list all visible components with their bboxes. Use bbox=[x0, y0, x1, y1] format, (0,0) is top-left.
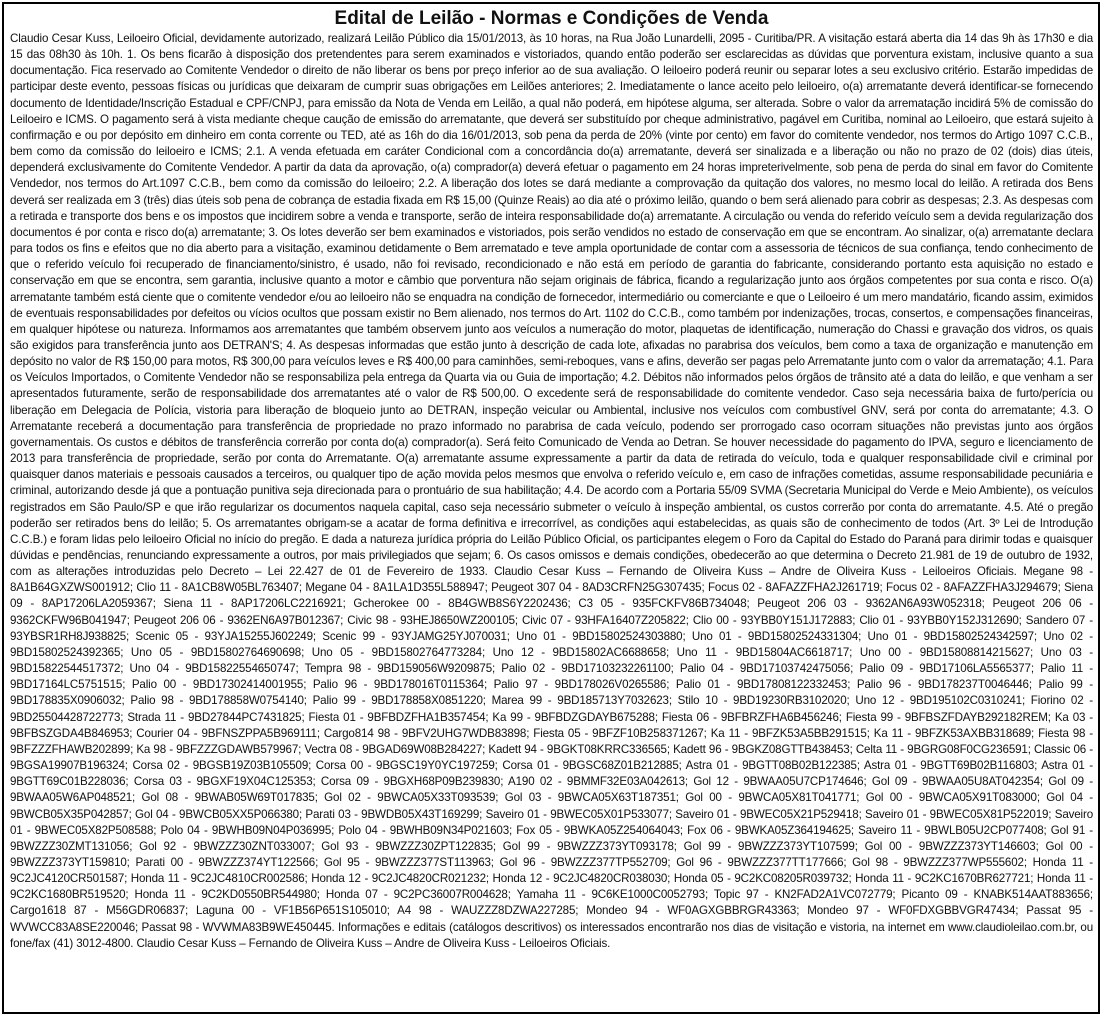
auction-notice bbox=[2, 2, 1100, 1014]
notice-title: Edital de Leilão - Normas e Condições de Venda bbox=[334, 8, 769, 29]
notice-body: Claudio Cesar Kuss, Leiloeiro Oficial, devidamente autorizado, realizará Leilão Público dia 15/01/2013, às 10 horas, na Rua João Lunardelli, 2095 - Curitiba/PR. A visitação estará aberta dia 14 das 9h às 17h30 e dia 15 das 08h30 às 10h. 1. Os bens ficarão à disposição dos pretendentes para serem examinados e vistoriados, quando então poderão ser esclarecidas as dúvidas que porventura existam, inclusive quanto a sua documentação. Fica reservado ao Comitente Vendedor o direito de não liberar os bens por preço inferior ao de sua avaliação. O leiloeiro poderá reunir ou separar lotes a seu exclusivo critério. Estarão impedidas de participar deste evento, pessoas físicas ou jurídicas que deixaram de cumprir suas obrigações em Leilões anteriores; 2. Imediatamente o lance aceito pelo leiloeiro, o(a) arrematante deverá identificar-se fornecendo documento de Identidade/Inscrição Estadual e CPF/CNPJ, para emissão da Nota de Venda em Leilão, a qual não poderá, em hipótese alguma, ser alterada. Sobre o valor da arrematação incidirá 5% de comissão do Leiloeiro e ICMS. O pagamento será à vista mediante cheque caução de emissão do arrematante, que deverá ser substituído por cheque administrativo, pagável em Curitiba, nominal ao Leiloeiro, que estará sujeito à confirmação e ou por depósito em dinheiro em conta corrente ou TED, até as 16h do dia 16/01/2013, sob pena da perda de 20% (vinte por cento) em favor do comitente vendedor, nos termos do Artigo 1097 C.C.B., bem como da comissão do leiloeiro e ICMS; 2.1. A venda efetuada em caráter Condicional com a concordância do(a) arrematante, deverá ser sinalizada e a liberação ou não no prazo de 02 (dois) dias úteis, dependerá exclusivamente do Comitente Vendedor. A partir da data da aprovação, o(a) comprador(a) deverá efetuar o pagamento em 24 horas impreterivelmente, sob pena de perda do sinal em favor do Comitente Vendedor, nos termos do Art.1097 C.C.B., bem como da comissão do leiloeiro; 2.2. A liberação dos lotes se dará mediante a comprovação da quitação dos valores, no mesmo local do leilão. A retirada dos Bens deverá ser realizada em 3 (três) dias úteis sob pena de cobrança de estadia fixada em R$ 15,00 (Quinze Reais) ao dia até o próximo leilão, quando o bem será alienado para cobrir as despesas; 2.3. As despesas com a retirada e transporte dos bens e os impostos que incidirem sobre a venda e transporte, serão de inteira responsabilidade do(a) arrematante. A circulação ou venda do referido veículo sem a devida regularização dos documentos é por conta e risco do(a) arrematante; 3. Os lotes deverão ser bem examinados e vistoriados, pois serão vendidos no estado de conservação em que se encontram. Ao sinalizar, o(a) arrematante declara para todos os fins e efeitos que no dia aberto para a visitação, examinou detidamente o Bem arrematado e teve ampla oportunidade de contar com a assessoria de técnicos de sua confiança, tendo conhecimento de que o referido veículo foi recuperado de financiamento/sinistro, é usado, não foi revisado, recondicionado e não está em período de garantia do fabricante, considerando portanto esta aquisição no estado e conservação em que se encontra, sem garantia, inclusive quanto a motor e câmbio que porventura não sejam originais de fábrica, ficando a regularização junto aos órgãos competentes por sua conta e risco. O(a) arrematante também está ciente que o comitente vendedor e/ou ao leiloeiro não se enquadra na condição de fornecedor, intermediário ou comerciante e que o Leiloeiro é um mero mandatário, ficando assim, eximidos de eventuais responsabilidades por defeitos ou vícios ocultos que possam existir no Bem alienado, nos termos do Art. 1102 do C.C.B., como também por indenizações, trocas, consertos, e compensações financeiras, em qualquer hipótese ou natureza. Informamos aos arrematantes que também observem junto aos veículos a numeração do motor, plaquetas de identificação, numeração do Chassi e gravação dos vidros, os quais são exigidos para transferência junto aos DETRAN'S; 4. As despesas informadas que estão junto à descrição de cada lote, afixadas no parabrisa dos veículos, bem como a taxa de organização e manutenção em depósito no valor de R$ 150,00 para motos, R$ 300,00 para veículos leves e R$ 400,00 para caminhões, semi-reboques, vans e afins, deverão ser pagas pelo Arrematante junto com o valor da arrematação; 4.1. Para os Veículos Importados, o Comitente Vendedor não se responsabiliza pela entrega da Quarta via ou Guia de importação; 4.2. Débitos não informados pelos órgãos de trânsito até a data do leilão, e que venham a ser apresentados futuramente, serão de responsabilidade dos arrematantes até o valor de R$ 500,00. O excedente será de responsabilidade do comitente vendedor. Caso seja necessária baixa de furto/perícia ou liberação em Delegacia de Polícia, vistoria para liberação de bloqueio junto ao DETRAN, inspeção veicular ou Ambiental, inclusive nos veículos com combustível GNV, será por conta do arrematante; 4.3. O Arrematante receberá a documentação para transferência de propriedade no prazo informado no parabrisa de cada veículo, podendo ser prorrogado caso ocorram situações não previstas junto aos órgãos governamentais. Os custos e débitos de transferência correrão por conta do(a) comprador(a). Será feito Comunicado de Venda ao Detran. Se houver necessidade do pagamento do IPVA, seguro e licenciamento de 2013 para transferência de propriedade, serão por conta do Arrematante. O(a) arrematante assume expressamente a partir da data de retirada do veículo, toda e qualquer responsabilidade civil e criminal por quaisquer danos materiais e pessoais causados a terceiros, ou qualquer tipo de ação movida pelos mesmos que envolva o referido veículo e, em caso de infrações cometidas, assume responsabilidade pecuniária e criminal, autorizando desde já que a pontuação punitiva seja direcionada para o prontuário de sua habilitação; 4.4. De acordo com a Portaria 55/09 SVMA (Secretaria Municipal do Verde e Meio Ambiente), os veículos registrados em São Paulo/SP e que irão regularizar os documentos naquela capital, caso seja necessário submeter o veículo à inspeção ambiental, os custos correrão por conta do arrematante. 4.5. Até o pregão poderão ser retirados bens do leilão; 5. Os arrematantes obrigam-se a acatar de forma definitiva e irrecorrível, as condições aqui estabelecidas, as quais são de conhecimento de todos (Art. 3º Lei de Introdução C.C.B.) e foram lidas pelo leiloeiro Oficial no início do pregão. E dada a natureza jurídica própria do Leilão Público Oficial, os participantes elegem o Foro da Capital do Estado do Paraná para dirimir todas e quaisquer dúvidas e pendências, renunciando expressamente a outros, por mais privilegiados que sejam; 6. Os casos omissos e demais condições, obedecerão ao que determina o Decreto 21.981 de 19 de outubro de 1932, com as alterações introduzidas pelo Decreto – Lei 22.427 de 01 de Fevereiro de 1933. Claudio Cesar Kuss – Fernando de Oliveira Kuss – Andre de Oliveira Kuss - Leiloeiros Oficiais. Megane 98 - 8A1B64GXZWS001912; Clio 11 - 8A1CB8W05BL763407; Megane 04 - 8A1LA1D355L588947; Peugeot 307 04 - 8AD3CRFN25G307435; Focus 02 - 8AFAZZFHA2J261719; Focus 02 - 8AFAZZFHA3J294679; Siena 09 - 8AP17206LA2059367; Siena 11 - 8AP17206LC2216921; Gcherokee 00 - 8B4GWB8S6Y2202436; C3 05 - 935FCKFV86B734048; Peugeot 206 03 - 9362AN6A93W052318; Peugeot 206 06 - 9362CKFW96B041947; Peugeot 206 06 - 9362EN6A97B012367; Civic 98 - 93HEJ8650WZ200105; Civic 07 - 93HFA16407Z205822; Clio 00 - 93YBB0Y151J172883; Clio 01 - 93YBB0Y152J312690; Sandero 07 - 93YBSR1RH8J938825; Scenic 05 - 93YJA15255J602249; Scenic 99 - 93YJAMG25YJ070031; Uno 01 - 9BD15802524303880; Uno 01 - 9BD15802524331304; Uno 01 - 9BD15802524342597; Uno 02 - 9BD15802524392365; Uno 05 - 9BD15802764690698; Uno 05 - 9BD15802764773284; Uno 12 - 9BD15802AC6688658; Uno 11 - 9BD15804AC6618717; Uno 00 - 9BD15808814215627; Uno 03 - 9BD15822544517372; Uno 04 - 9BD15822554650747; Tempra 98 - 9BD159056W9209875; Palio 02 - 9BD17103232261100; Palio 04 - 9BD17103742475056; Palio 09 - 9BD17106LA5565377; Palio 11 - 9BD17164LC5751515; Palio 00 - 9BD17302414001955; Palio 96 - 9BD178016T0115364; Palio 97 - 9BD178026V0265586; Palio 01 - 9BD17808122332453; Palio 96 - 9BD178237T0046446; Palio 99 - 9BD178835X0906032; Palio 98 - 9BD178858W0754140; Palio 99 - 9BD178858X0851220; Marea 99 - 9BD185713Y7032623; Stilo 10 - 9BD19230RB3102020; Uno 12 - 9BD195102C0310241; Fiorino 02 - 9BD25504428722773; Strada 11 - 9BD27844PC7431825; Fiesta 01 - 9BFBDZFHA1B357454; Ka 99 - 9BFBDZGDAYB675288; Fiesta 06 - 9BFBRZFHA6B456246; Fiesta 99 - 9BFBSZFDAYB292182REM; Ka 03 - 9BFBSZGDA4B846953; Courier 04 - 9BFNSZPPA5B969111; Cargo814 98 - 9BFV2UHG7WDB83898; Fiesta 05 - 9BFZF10B258371267; Ka 11 - 9BFZK53A5BB291515; Ka 11 - 9BFZK53AXBB318689; Fiesta 98 - 9BFZZZFHAWB202899; Ka 98 - 9BFZZZGDAWB579967; Vectra 08 - 9BGAD69W08B284227; Kadett 94 - 9BGKT08KRRC336565; Kadett 96 - 9BGKZ08GTTB438453; Celta 11 - 9BGRG08F0CG236591; Classic 06 - 9BGSA19907B196324; Corsa 02 - 9BGSB19Z03B105509; Corsa 00 - 9BGSC19Y0YC197259; Corsa 01 - 9BGSC68Z01B212885; Astra 01 - 9BGTT08B02B122385; Astra 01 - 9BGTT69B02B116803; Astra 01 - 9BGTT69C01B228036; Corsa 03 - 9BGXF19X04C125353; Corsa 09 - 9BGXH68P09B239830; A190 02 - 9BMMF32E03A042613; Gol 12 - 9BWAA05U7CP174646; Gol 09 - 9BWAA05U8AT042354; Gol 09 - 9BWAA05W6AP048521; Gol 08 - 9BWAB05W69T017835; Gol 02 - 9BWCA05X33T093539; Gol 03 - 9BWCA05X63T187351; Gol 00 - 9BWCA05X81T041771; Gol 00 - 9BWCA05X91T083000; Gol 04 - 9BWCB05X35P042857; Gol 04 - 9BWCB05XX5P066380; Parati 03 - 9BWDB05X43T169299; Saveiro 01 - 9BWEC05X01P533077; Saveiro 01 - 9BWEC05X21P529418; Saveiro 01 - 9BWEC05X81P522019; Saveiro 01 - 9BWEC05X82P508588; Polo 04 - 9BWHB09N04P036995; Polo 04 - 9BWHB09N34P021603; Fox 05 - 9BWKA05Z254064043; Fox 06 - 9BWKA05Z364194625; Saveiro 11 - 9BWLB05U2CP077408; Gol 91 - 9BWZZZ30ZMT131056; Gol 92 - 9BWZZZ30ZNT033007; Gol 93 - 9BWZZZ30ZPT122835; Gol 99 - 9BWZZZ373YT093178; Gol 99 - 9BWZZZ373YT107599; Gol 00 - 9BWZZZ373YT146603; Gol 00 - 9BWZZZ373YT159810; Parati 00 - 9BWZZZ374YT122566; Gol 95 - 9BWZZZ377ST113963; Gol 96 - 9BWZZZ377TP552709; Gol 96 - 9BWZZZ377TT177666; Gol 98 - 9BWZZZ377WP555602; Honda 11 - 9C2JC4120CR501587; Honda 11 - 9C2JC4810CR002586; Honda 12 - 9C2JC4820CR021232; Honda 12 - 9C2JC4820CR038030; Honda 05 - 9C2KC08205R039732; Honda 11 - 9C2KC1670BR627721; Honda 11 - 9C2KC1680BR519520; Honda 11 - 9C2KD0550BR544980; Honda 07 - 9C2PC36007R004628; Yamaha 11 - 9C6KE1000C0052793; Topic 97 - KN2FAD2A1VC072779; Picanto 09 - KNABK514AAT883656; Cargo1618 87 - M56GDR06837; Laguna 00 - VF1B56P651S105010; A4 98 - WAUZZZ8DZWA227285; Mondeo 94 - WF0AGXGBBRGR43363; Mondeo 97 - WF0FDXGBBVGR47434; Passat 95 - WVWCC83A8SE220046; Passat 98 - WVWMA83B9WE450445. Informações e editais (catálogos descritivos) os interessados encontrarão nos dias de visitação e vistoria, na internet em www.claudioleilao.com.br, ou fone/fax (41) 3012-4800. Claudio Cesar Kuss – Fernando de Oliveira Kuss – Andre de Oliveira Kuss - Leiloeiros Oficiais. bbox=[10, 32, 1093, 950]
